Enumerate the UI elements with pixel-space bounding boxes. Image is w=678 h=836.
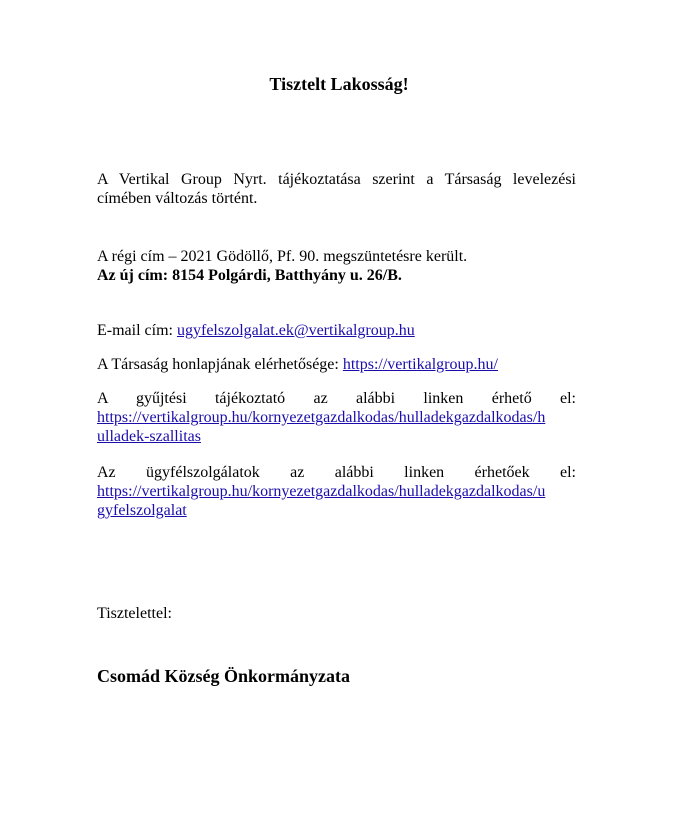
website-link[interactable]: https://vertikalgroup.hu/ — [342, 356, 498, 373]
old-address: A régi cím – 2021 Gödöllő, Pf. 90. megszüntetésre került. — [97, 248, 468, 265]
website-label: A Társaság honlapjának elérhetősége: — [97, 356, 343, 373]
page-title: Tisztelt Lakosság! — [269, 74, 409, 94]
address-paragraph — [97, 247, 576, 285]
collection-paragraph — [97, 389, 576, 446]
email-paragraph — [97, 321, 576, 340]
service-link-line-2[interactable]: gyfelszolgalat — [97, 502, 187, 519]
intro-line-1: A Vertikal Group Nyrt. tájékoztatása szerint a Társaság levelezési — [97, 171, 576, 188]
service-paragraph — [97, 463, 576, 520]
service-link[interactable] — [97, 482, 576, 520]
intro-line-2: címében változás történt. — [97, 190, 258, 207]
service-text: Az ügyfélszolgálatok az alábbi linken érhetőek el: — [97, 464, 576, 481]
new-address: Az új cím: 8154 Polgárdi, Batthyány u. 26/B. — [97, 267, 402, 284]
website-paragraph — [97, 355, 576, 374]
email-link[interactable]: ugyfelszolgalat.ek@vertikalgroup.hu — [176, 322, 415, 339]
collection-text: A gyűjtési tájékoztató az alábbi linken érhető el: — [97, 390, 576, 407]
email-label: E-mail cím: — [97, 322, 177, 339]
collection-link[interactable] — [97, 408, 576, 446]
service-link-line-1[interactable]: https://vertikalgroup.hu/kornyezetgazdalkodas/hulladekgazdalkodas/u — [97, 483, 546, 500]
intro-paragraph — [97, 170, 576, 208]
closing-text: Tisztelettel: — [97, 605, 172, 622]
collection-link-line-2[interactable]: ulladek-szallitas — [97, 428, 201, 445]
signature: Csomád Község Önkormányzata — [97, 666, 350, 686]
collection-link-line-1[interactable]: https://vertikalgroup.hu/kornyezetgazdalkodas/hulladekgazdalkodas/h — [97, 409, 546, 426]
